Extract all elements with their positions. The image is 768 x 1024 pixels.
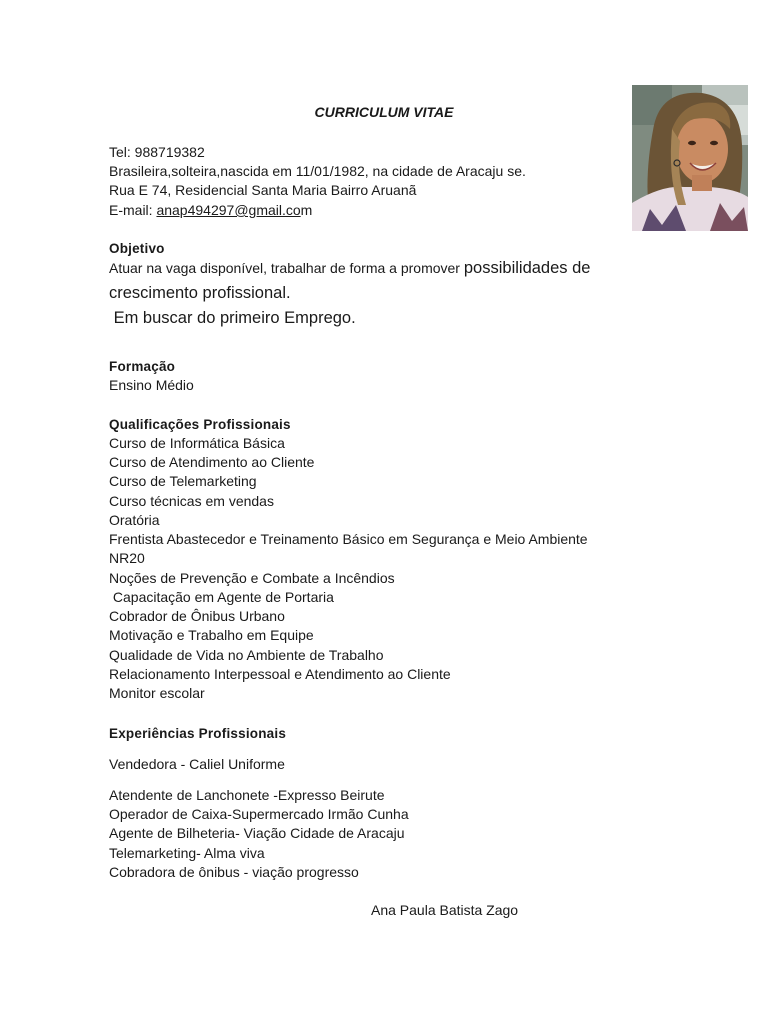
profile-photo <box>632 85 748 231</box>
qualification-item: Qualidade de Vida no Ambiente de Trabalho <box>109 647 384 663</box>
signature-name: Ana Paula Batista Zago <box>371 902 519 918</box>
qualification-item: Curso de Atendimento ao Cliente <box>109 454 315 470</box>
objective-line-1 <box>109 259 590 278</box>
qualifications-heading: Qualificações Profissionais <box>109 417 291 432</box>
objective-line-1-small: Atuar na vaga disponível, trabalhar de forma a promover <box>109 260 464 276</box>
email-tail: m <box>300 202 313 218</box>
email-line <box>109 201 312 220</box>
experience-item: Operador de Caixa-Supermercado Irmão Cunha <box>109 806 409 822</box>
experience-item: Telemarketing- Alma viva <box>109 845 265 861</box>
experience-heading: Experiências Profissionais <box>109 726 287 741</box>
qualification-item: Motivação e Trabalho em Equipe <box>109 627 314 643</box>
personal-info-line: Brasileira,solteira,nascida em 11/01/1982, na cidade de Aracaju se. <box>109 163 526 179</box>
experience-item: Cobradora de ônibus - viação progresso <box>109 864 359 880</box>
qualification-item: Relacionamento Interpessoal e Atendimento ao Cliente <box>109 666 451 682</box>
education-item: Ensino Médio <box>109 377 194 393</box>
qualification-item: Curso de Telemarketing <box>109 473 257 489</box>
qualification-item: Frentista Abastecedor e Treinamento Básico em Segurança e Meio Ambiente <box>109 531 588 547</box>
experience-item: Atendente de Lanchonete -Expresso Beirute <box>109 787 385 803</box>
education-heading: Formação <box>109 359 176 374</box>
qualification-item: Monitor escolar <box>109 685 205 701</box>
email-link[interactable]: anap494297@gmail.co <box>156 202 301 218</box>
email-label: E-mail: <box>109 202 157 218</box>
objective-heading: Objetivo <box>109 241 165 256</box>
objective-line-3: Em buscar do primeiro Emprego. <box>109 309 356 327</box>
phone-line: Tel: 988719382 <box>109 144 205 160</box>
page-title: CURRICULUM VITAE <box>314 104 454 120</box>
qualification-item: Oratória <box>109 512 160 528</box>
address-line: Rua E 74, Residencial Santa Maria Bairro Aruanã <box>109 182 417 198</box>
qualification-item: Curso de Informática Básica <box>109 435 285 451</box>
qualification-item: Capacitação em Agente de Portaria <box>109 589 334 605</box>
qualification-item: Cobrador de Ônibus Urbano <box>109 608 285 624</box>
qualification-item: NR20 <box>109 550 145 566</box>
experience-item: Vendedora - Caliel Uniforme <box>109 756 285 772</box>
qualification-item: Curso técnicas em vendas <box>109 493 274 509</box>
qualification-item: Noções de Prevenção e Combate a Incêndios <box>109 570 395 586</box>
objective-line-2: crescimento profissional. <box>109 284 291 302</box>
objective-line-1-large: possibilidades de <box>463 259 591 277</box>
experience-item: Agente de Bilheteria- Viação Cidade de Aracaju <box>109 825 405 841</box>
